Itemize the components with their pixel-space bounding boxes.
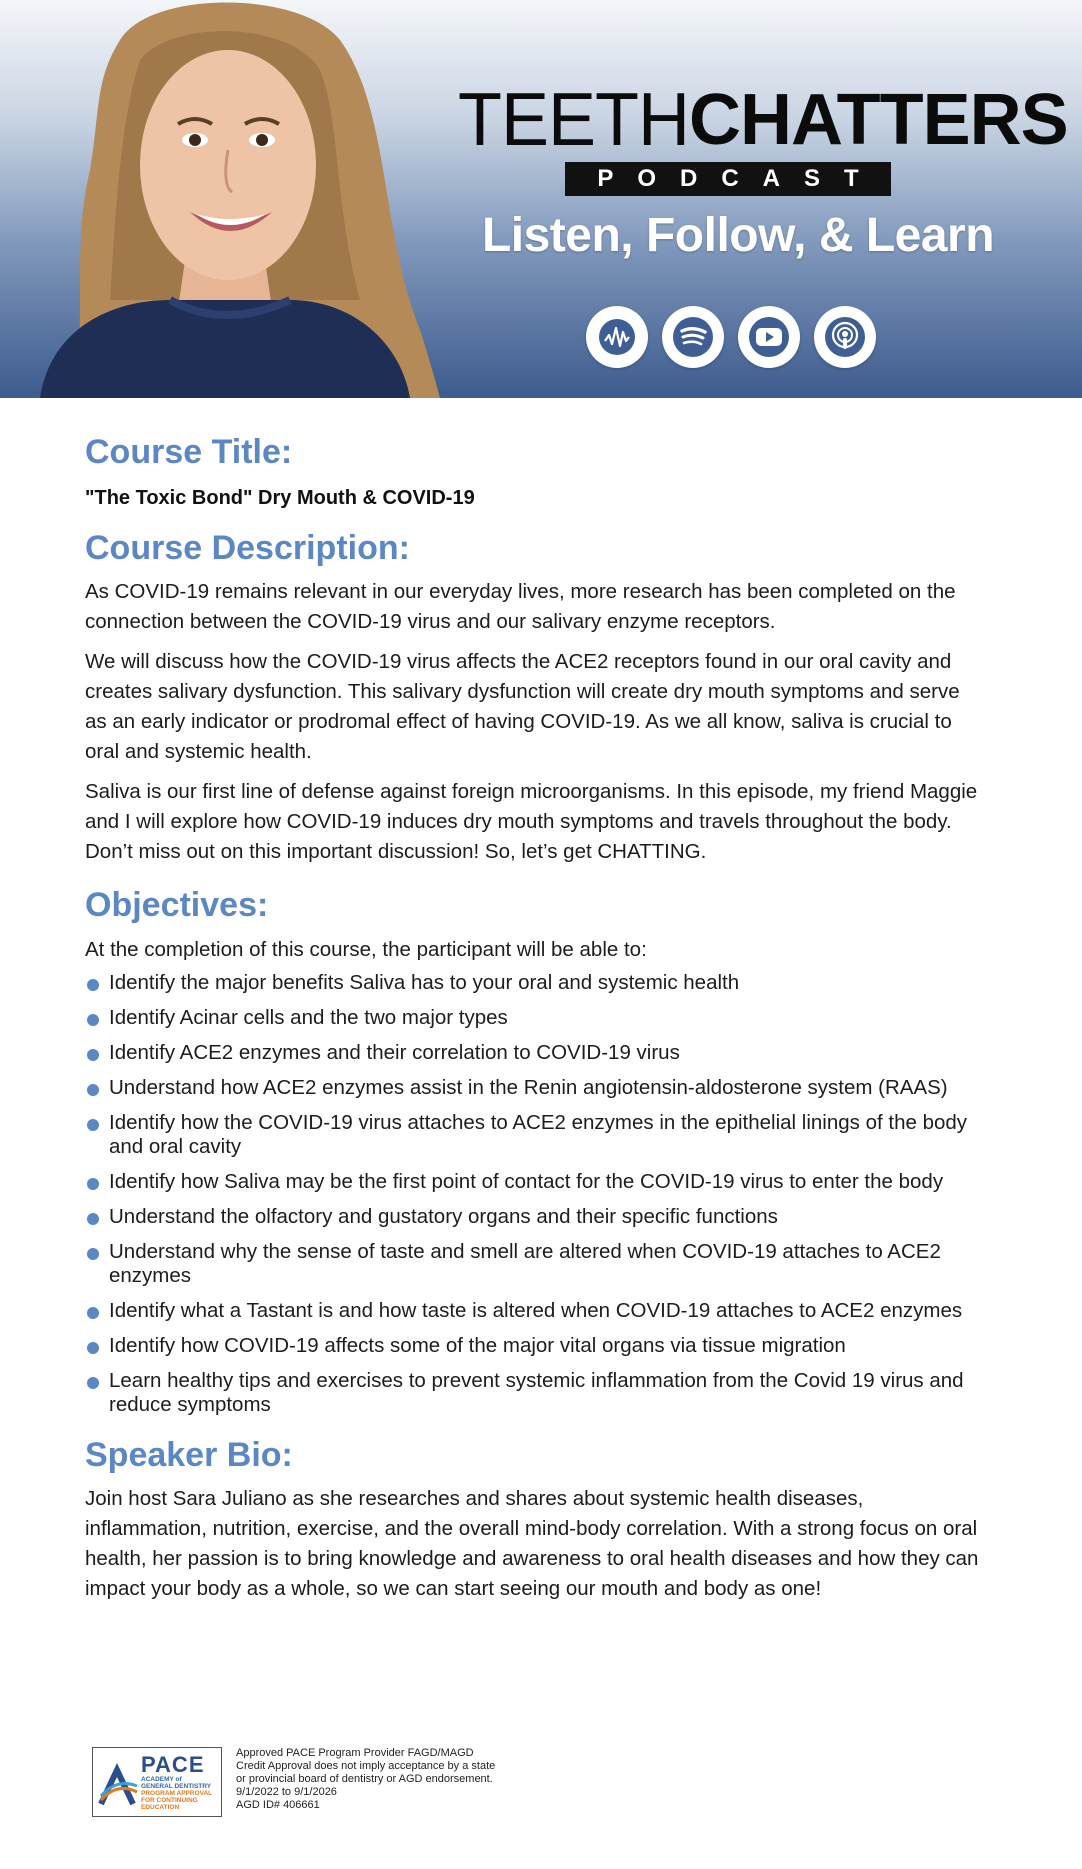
podcast-label: PODCAST: [565, 162, 890, 196]
tagline: Listen, Follow, & Learn: [481, 209, 995, 262]
objective-item: Identify the major benefits Saliva has to your oral and systemic health: [85, 971, 969, 995]
podcast-logo: [458, 78, 1068, 196]
course-title: "The Toxic Bond" Dry Mouth & COVID-19: [85, 486, 475, 509]
speaker-bio: Join host Sara Juliano as she researches and shares about systemic health diseases, inflammation, nutrition, exercise, and the overall mind-body correlation. With a strong focus on oral health, her passion is to bring knowledge and awareness to oral health diseases and how they can impact your body as a whole, so we can start seeing our mouth and body as one!: [85, 1487, 979, 1601]
objective-item: Learn healthy tips and exercises to prevent systemic inflammation from the Covid 19 virus and reduce symptoms: [85, 1369, 969, 1417]
apple-podcasts-icon[interactable]: [814, 306, 876, 368]
objective-item: Identify what a Tastant is and how taste is altered when COVID-19 attaches to ACE2 enzymes: [85, 1299, 969, 1323]
pace-title: PACE: [141, 1751, 205, 1777]
pace-mark-icon: [97, 1752, 141, 1812]
objectives-heading: Objectives:: [85, 885, 269, 924]
course-description-heading: Course Description:: [85, 528, 410, 567]
objective-item: Identify ACE2 enzymes and their correlation to COVID-19 virus: [85, 1041, 969, 1065]
objective-item: Identify Acinar cells and the two major types: [85, 1006, 969, 1030]
objective-item: Identify how Saliva may be the first point of contact for the COVID-19 virus to enter the body: [85, 1170, 969, 1194]
description-paragraph: As COVID-19 remains relevant in our everyday lives, more research has been completed on the connection between the COVID-19 virus and our salivary enzyme receptors.: [85, 579, 956, 633]
objective-item: Understand the olfactory and gustatory organs and their specific functions: [85, 1205, 969, 1229]
objective-item: Understand why the sense of taste and smell are altered when COVID-19 attaches to ACE2 enzymes: [85, 1240, 969, 1288]
objectives-intro: At the completion of this course, the participant will be able to:: [85, 938, 647, 962]
podcast-waveform-icon[interactable]: [586, 306, 648, 368]
speaker-bio-heading: Speaker Bio:: [85, 1436, 293, 1475]
course-content: [85, 432, 985, 1614]
agd-id: AGD ID# 406661: [236, 1799, 320, 1811]
youtube-icon[interactable]: [738, 306, 800, 368]
platform-links: [586, 306, 876, 370]
logo-chatters: CHATTERS: [689, 80, 1068, 160]
approval-statement: Approved PACE Program Provider FAGD/MAGD Credit Approval does not imply acceptance by a state or provincial board of dentistry or AGD endorsement. 9/1/2022 to 9/1/2026 AGD ID# 406661: [236, 1747, 566, 1812]
description-paragraph: We will discuss how the COVID-19 virus affects the ACE2 receptors found in our oral cavity and creates salivary dysfunction. This salivary dysfunction will create dry mouth symptoms and serve as an early indicator or prodromal effect of having COVID-19. As we all know, saliva is crucial to oral and systemic health.: [85, 649, 960, 763]
course-title-heading: Course Title:: [85, 433, 293, 471]
description-paragraph: Saliva is our first line of defense against foreign microorganisms. In this episode, my friend Maggie and I will explore how COVID-19 induces dry mouth symptoms and travels throughout the body. Don’t miss out on this important discussion! So, let’s get CHATTING.: [85, 779, 978, 863]
spotify-icon[interactable]: [662, 306, 724, 368]
objective-item: Identify how the COVID-19 virus attaches to ACE2 enzymes in the epithelial linings of the body and oral cavity: [85, 1111, 969, 1159]
logo-teeth: TEETH: [458, 78, 690, 162]
host-portrait: [0, 0, 450, 398]
header-banner: [0, 0, 1082, 398]
objective-item: Understand how ACE2 enzymes assist in the Renin angiotensin-aldosterone system (RAAS): [85, 1076, 969, 1100]
objective-item: Identify how COVID-19 affects some of the major vital organs via tissue migration: [85, 1334, 969, 1358]
objectives-list: [85, 971, 985, 1417]
pace-logo: PACE ACADEMY of GENERAL DENTISTRY PROGRAM APPROVAL FOR CONTINUING EDUCATION: [92, 1747, 222, 1817]
